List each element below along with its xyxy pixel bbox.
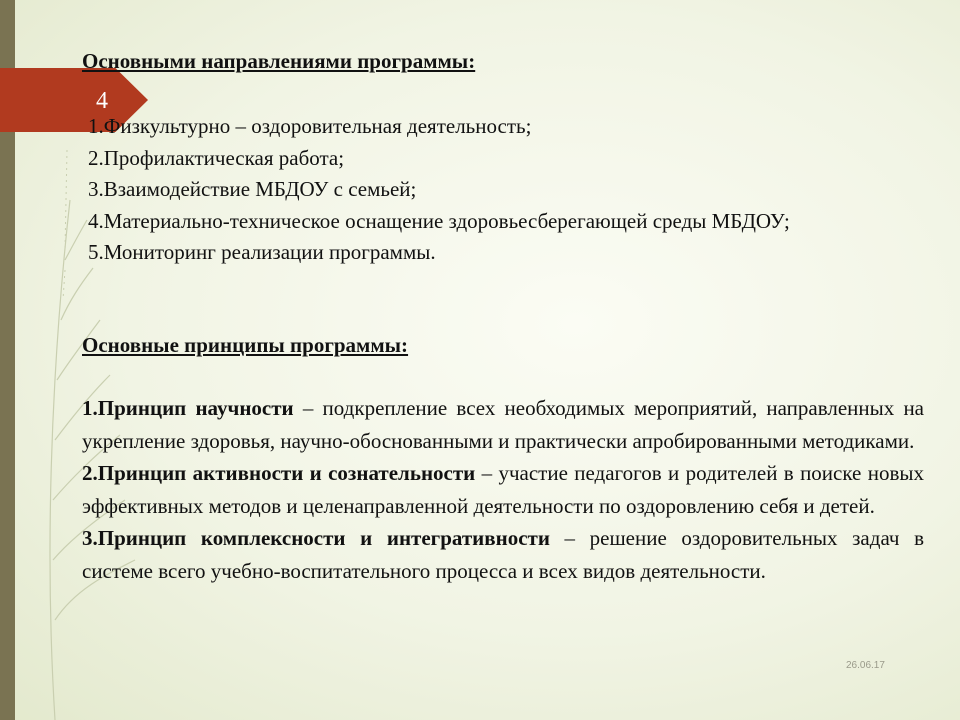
list-item: 1.Физкультурно – оздоровительная деятельность; [88, 114, 532, 138]
principle-text: – участие педагогов и родителей в поиске новых эффективных методов и целенаправленной деятельности по оздоровлению себя и детей. [82, 461, 924, 518]
principle-title: 1.Принцип научности [82, 396, 294, 420]
principle-title: 2.Принцип активности и сознательности [82, 461, 476, 485]
principles-heading: Основные принципы программы: [82, 333, 409, 357]
principle-item [82, 392, 924, 457]
slide-number: 4 [96, 88, 108, 114]
principle-title: 3.Принцип комплексности и интегративности [82, 526, 550, 550]
slide-date: 26.06.17 [846, 660, 885, 671]
principle-text: – подкрепление всех необходимых мероприятий, направленных на укрепление здоровья, научно-обоснованными и практически апробированными методиками. [82, 396, 924, 453]
principle-text: – решение оздоровительных задач в системе всего учебно-воспитательного процесса и всех видов деятельности. [82, 526, 925, 583]
directions-list [88, 111, 908, 269]
principle-item [82, 522, 924, 587]
directions-heading: Основными направлениями программы: [82, 49, 476, 73]
principle-item [82, 457, 924, 522]
list-item: 5.Мониторинг реализации программы. [88, 240, 436, 264]
principles-list [82, 392, 924, 587]
list-item: 3.Взаимодействие МБДОУ с семьей; [88, 177, 417, 201]
list-item: 4.Материально-техническое оснащение здоровьесберегающей среды МБДОУ; [88, 208, 790, 233]
list-item: 2.Профилактическая работа; [88, 145, 345, 170]
